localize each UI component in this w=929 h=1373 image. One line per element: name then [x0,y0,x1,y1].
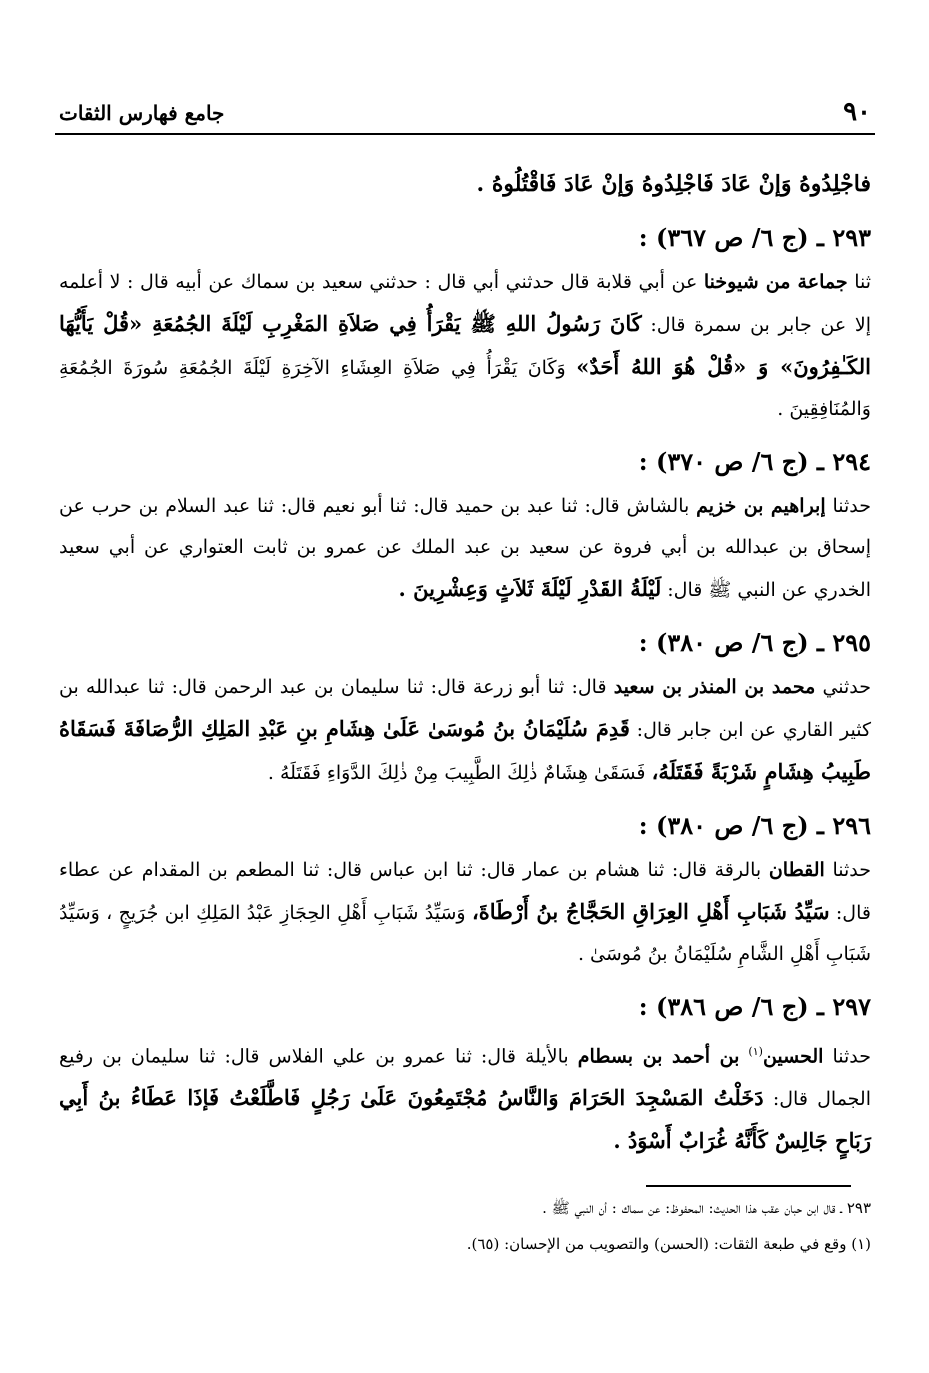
entry-chain: قال: ثنا أبو زرعة قال: ثنا سليمان بن عبد الرحمن قال: ثنا عبدالله بن كثير القاري عن ابن جابر قال: [59,676,871,741]
hadith-entry-297 [55,983,875,1163]
hadith-entry-295 [55,619,875,794]
entry-matn: لَيْلَةُ القَدْرِ لَيْلَةَ ثَلاَثٍ وَعِشْرِينَ . [398,576,662,601]
entry-narrator: محمد بن المنذر بن سعيد [613,676,816,698]
entry-body [55,667,875,794]
entry-narrator-continued: بن أحمد بن بسطام [577,1045,740,1068]
page-number: ٩٠ [843,97,871,127]
footnotes [55,1185,875,1259]
footnote-divider-wrap [55,1185,875,1187]
hadith-entry-293 [55,214,875,430]
entry-matn: كَانَ رَسُولُ اللهِ ﷺ يَقْرَأُ فِي صَلاَةِ المَغْرِبِ لَيْلَةَ الجُمُعَةِ «قُلْ يَأَيُّهَا الكَـٰفِرُونَ» وَ «قُلْ هُوَ اللهُ أَحَدٌ» [59,311,872,379]
entry-chain: عن أبي قلابة قال حدثني أبي قال : حدثني سعيد بن سماك عن أبيه قال : لا أعلمه إلا عن جابر بن سمرة قال: [59,271,871,336]
hadith-entry-294 [55,438,875,611]
entry-body [55,1031,875,1163]
entry-rest: وَسَيِّدُ شَبَابِ أَهْلِ الحِجَازِ عَبْدُ المَلِكِ ابن جُرَيجٍ ، وَسَيِّدُ شَبَابِ أَهْلِ الشَّامِ سُلَيْمَانُ بنُ مُوسَىٰ . [59,902,871,965]
entry-heading: ٢٩٥ ـ (ج ٦/ ص ٣٨٠) : [638,628,871,657]
main-text [55,162,875,1163]
footnote-293: ٢٩٣ ـ قال ابن حبان عقب هذا الحديث: المحفوظ: عن سماك : أن النبي ﷺ . [542,1199,871,1217]
page-header [55,97,875,135]
entry-narrator: جماعة من شيوخنا [703,271,848,293]
entry-intro: حدثنا [832,495,872,517]
entry-body [55,486,875,611]
entry-intro: حدثني [822,676,872,698]
entry-body [55,850,875,975]
entry-rest: فَسَقَىٰ هِشَامٌ ذٰلِكَ الطَّبِيبَ مِنْ ذٰلِكَ الدَّوَاءِ فَقَتَلَهُ . [267,762,646,784]
entry-heading: ٢٩٣ ـ (ج ٦/ ص ٣٦٧) : [638,223,871,252]
entry-intro: حدثنا [832,1045,871,1068]
footnote-divider [646,1185,851,1187]
entry-intro: حدثنا [832,859,871,881]
entry-heading: ٢٩٧ ـ (ج ٦/ ص ٣٨٦) : [638,992,871,1021]
footnote-reference[interactable]: (١) [748,1045,763,1058]
entry-narrator: إبراهيم بن خزيم [696,495,826,517]
entry-matn: سَيِّدُ شَبَابِ أَهْلِ العِرَاقِ الحَجَّاجُ بنُ أَرْطَاةَ، [471,899,830,924]
entry-chain: بالرقة قال: ثنا هشام بن عمار قال: ثنا ابن عباس قال: ثنا المطعم بن المقدام عن عطاء قال: [59,859,871,924]
entry-heading: ٢٩٤ ـ (ج ٦/ ص ٣٧٠) : [638,447,871,476]
entry-matn: دَخَلْتُ المَسْجِدَ الحَرَامَ وَالنَّاسُ مُجْتَمِعُونَ عَلَىٰ رَجُلٍ فَاطَّلَعْتُ فَإذَا عَطَاءُ بنُ أَبِي رَبَاحٍ جَالِسٌ كَأَنَّهُ غُرَابٌ أَسْوَدُ . [59,1085,871,1154]
entry-narrator: القطان [768,859,825,881]
carryover-text: فاجْلِدُوهُ وَإنْ عَادَ فَاجْلِدُوهُ وَإنْ عَادَ فَاقْتُلُوهُ . [476,171,871,197]
entry-matn: قَدِمَ سُلَيْمَانُ بنُ مُوسَىٰ عَلَىٰ هِشَامِ بنِ عَبْدِ المَلِكِ الرُّصَافَةَ فَسَقَاهُ طَبِيبُ هِشَامٍ شَرْبَةً فَقَتَلَهُ، [59,716,871,784]
entry-narrator: الحسين [762,1045,824,1068]
entry-chain: بالأيلة قال: ثنا عمرو بن علي الفلاس قال: ثنا سليمان بن رفيع الجمال قال: [59,1045,872,1111]
book-title: جامع فهارس الثقات [59,101,225,125]
entry-body [55,262,875,430]
entry-chain: بالشاش قال: ثنا عبد بن حميد قال: ثنا أبو نعيم قال: ثنا عبد السلام بن حرب عن إسحاق بن عبدالله بن أبي فروة عن سعيد بن عبد الملك عن عمرو بن ثابت العتواري عن أبي سعيد الخدري عن النبي ﷺ قال: [59,495,871,601]
entry-heading: ٢٩٦ ـ (ج ٦/ ص ٣٨٠) : [638,811,871,840]
hadith-entry-296 [55,802,875,975]
entry-rest: وَكَانَ يَقْرَأُ فِي صَلاَةِ العِشَاءِ الآخِرَةِ لَيْلَةَ الجُمُعَةِ سُورَةَ الجُمُعَةِ وَالمُنَافِقِينَ . [59,357,871,420]
entry-intro: ثنا [854,271,871,293]
footnote-1: (١) وقع في طبعة الثقات: (الحسن) والتصويب من الإحسان: (٦٥). [466,1235,871,1253]
